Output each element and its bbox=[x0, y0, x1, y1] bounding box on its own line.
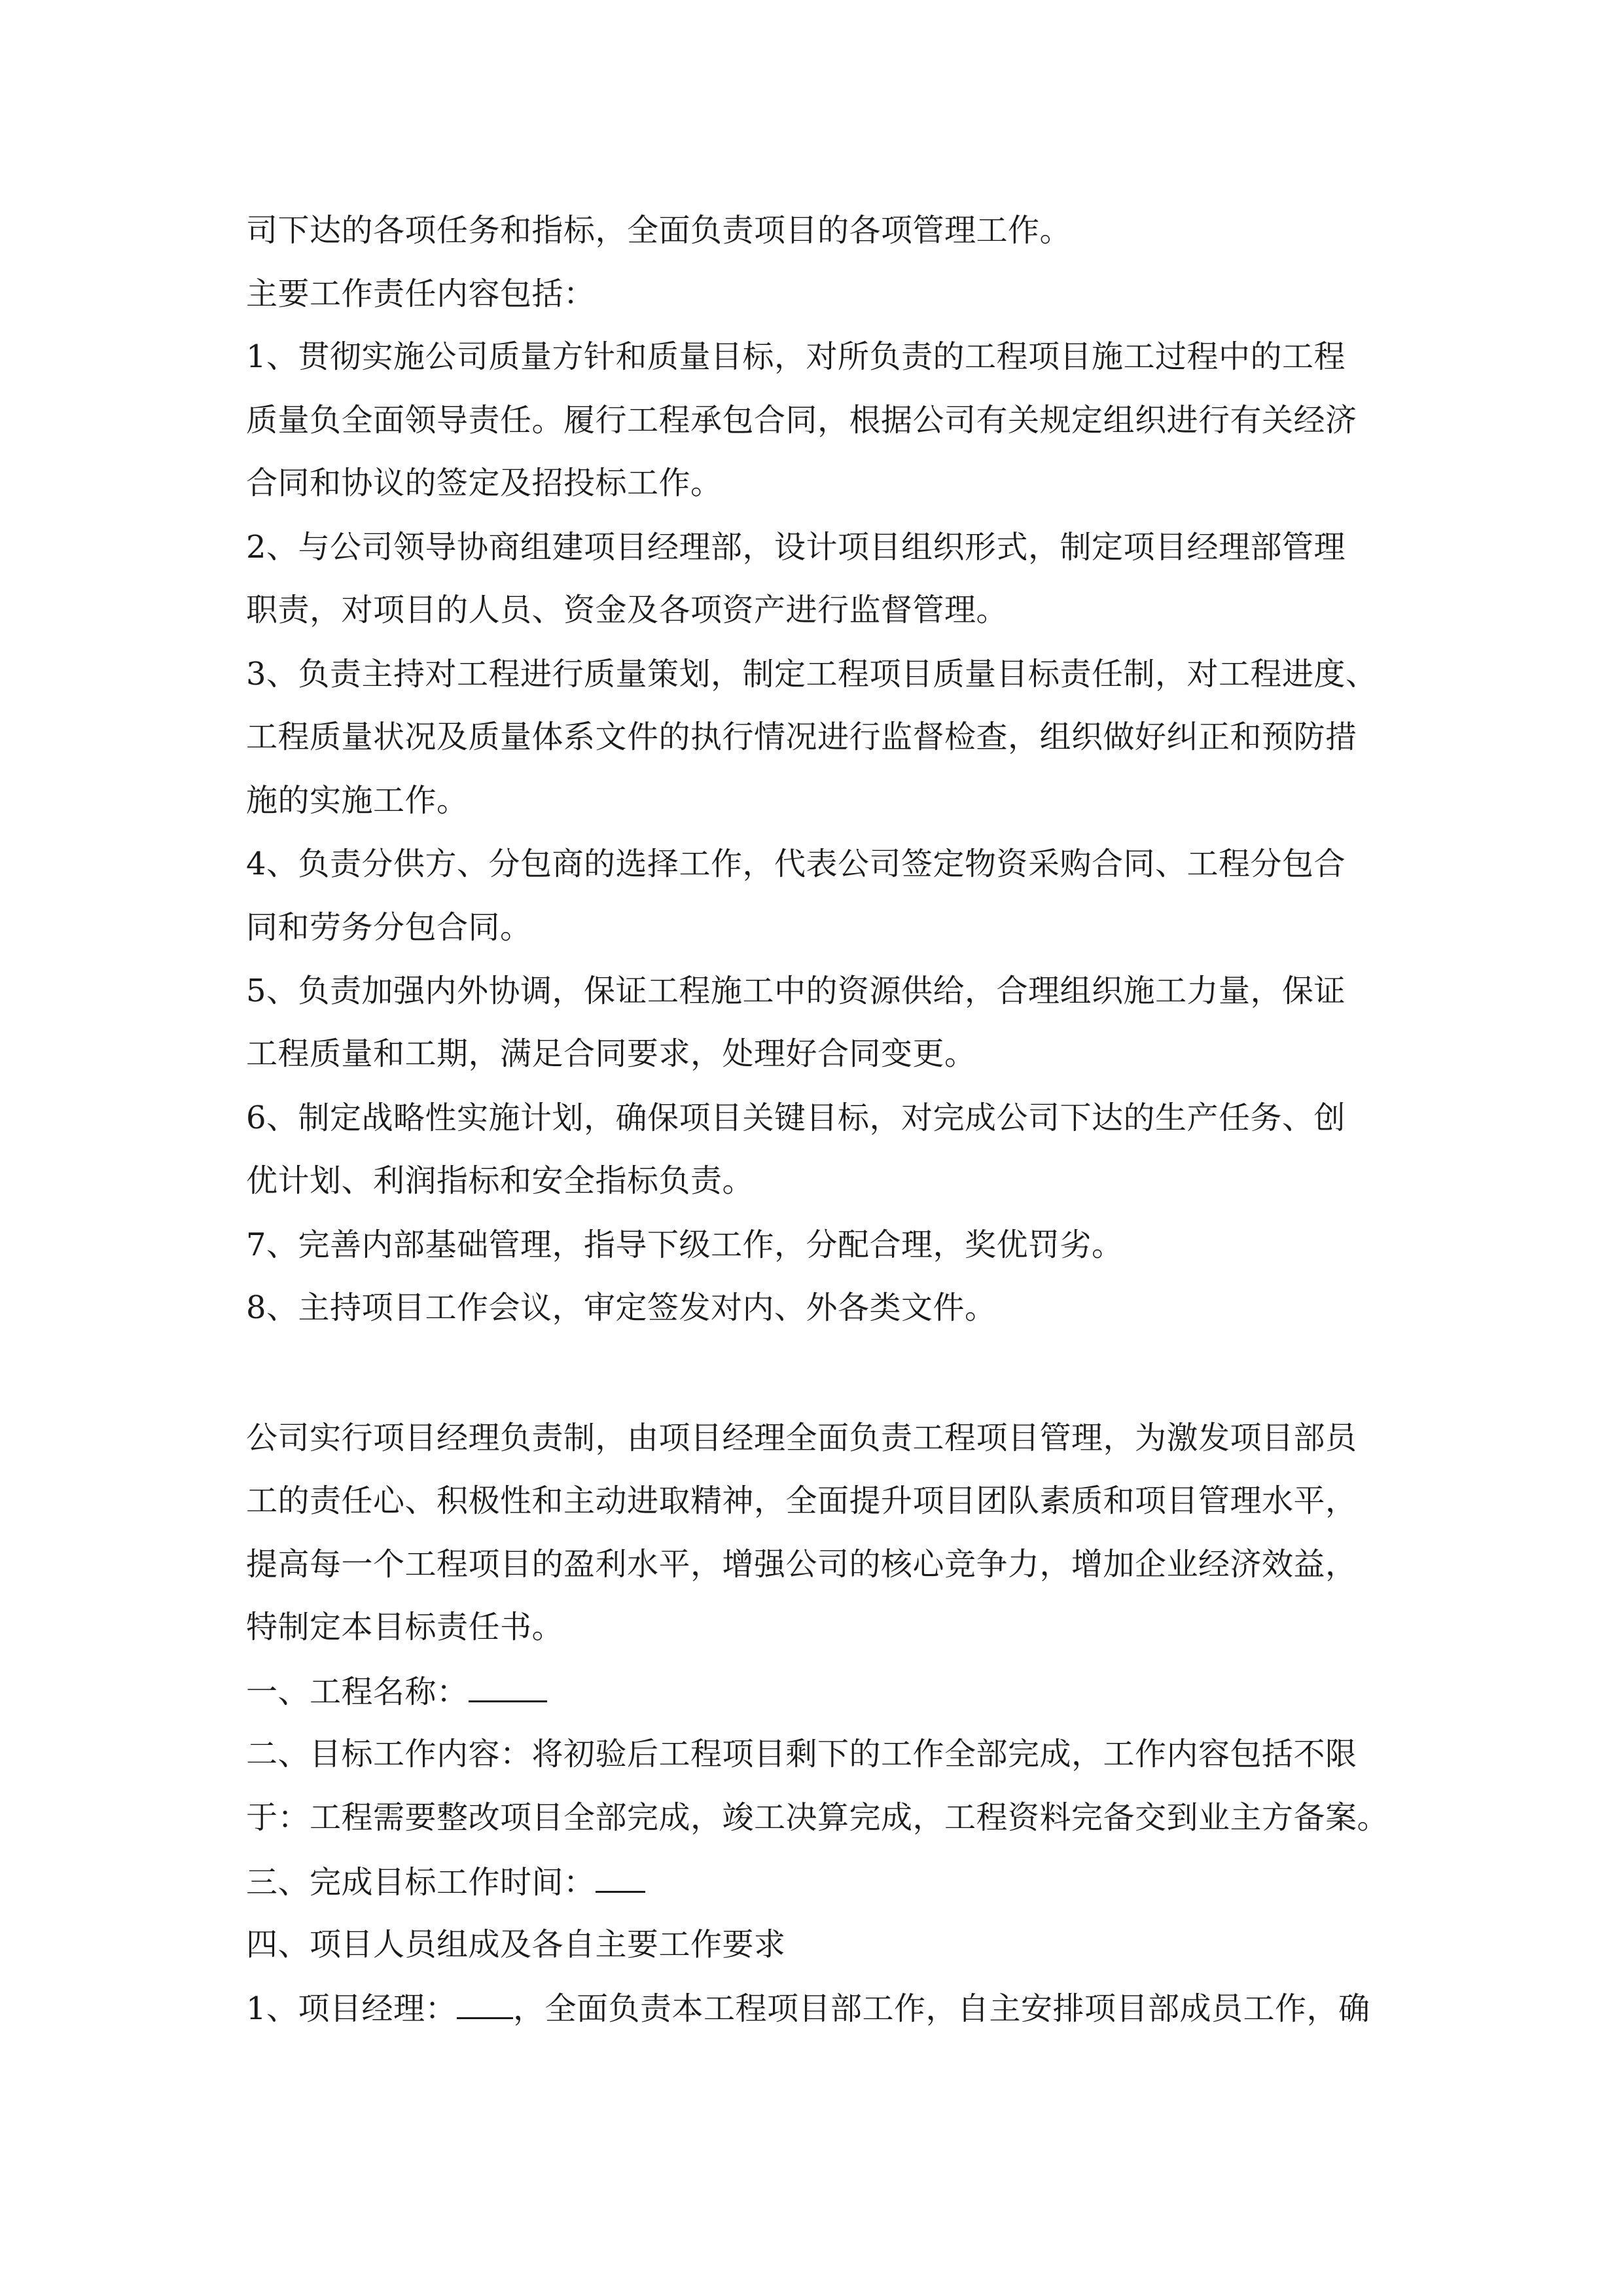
completion-time-label: 三、完成目标工作时间： bbox=[246, 1864, 596, 1901]
project-manager-label: 1、项目经理： bbox=[246, 1990, 457, 2027]
project-manager-text: ，全面负责本工程项目部工作，自主安排项目部成员工作，确 bbox=[513, 1990, 1370, 2027]
intro-line-2: 工的责任心、积极性和主动进取精神，全面提升项目团队素质和项目管理水平， bbox=[246, 1482, 1357, 1519]
target-content-line-1: 二、目标工作内容：将初验后工程项目剩下的工作全部完成，工作内容包括不限 bbox=[246, 1736, 1357, 1772]
project-manager-blank bbox=[457, 1988, 513, 2019]
intro-line-4: 特制定本目标责任书。 bbox=[246, 1609, 564, 1645]
intro-line-1: 公司实行项目经理负责制，由项目经理全面负责工程项目管理，为激发项目部员 bbox=[246, 1420, 1357, 1456]
list-item-6-line-1: 6、制定战略性实施计划，确保项目关键目标，对完成公司下达的生产任务、创 bbox=[246, 1100, 1346, 1136]
list-item-3-line-3: 施的实施工作。 bbox=[246, 782, 469, 819]
list-item-4-line-2: 同和劳务分包合同。 bbox=[246, 909, 532, 946]
list-item-8: 8、主持项目工作会议，审定签发对内、外各类文件。 bbox=[246, 1289, 997, 1326]
list-item-4-line-1: 4、负责分供方、分包商的选择工作，代表公司签定物资采购合同、工程分包合 bbox=[246, 846, 1346, 882]
list-item-7: 7、完善内部基础管理，指导下级工作，分配合理，奖优罚劣。 bbox=[246, 1227, 1124, 1263]
list-item-5-line-1: 5、负责加强内外协调，保证工程施工中的资源供给，合理组织施工力量，保证 bbox=[246, 973, 1346, 1009]
completion-time-blank bbox=[596, 1862, 645, 1893]
list-item-1-line-3: 合同和协议的签定及招投标工作。 bbox=[246, 465, 722, 501]
intro-line-3: 提高每一个工程项目的盈利水平，增强公司的核心竞争力，增加企业经济效益， bbox=[246, 1546, 1357, 1583]
list-item-1-line-1: 1、贯彻实施公司质量方针和质量目标，对所负责的工程项目施工过程中的工程 bbox=[246, 338, 1346, 375]
list-item-1-line-2: 质量负全面领导责任。履行工程承包合同，根据公司有关规定组织进行有关经济 bbox=[246, 402, 1357, 439]
project-manager-row bbox=[246, 1988, 1370, 2028]
project-name-row bbox=[246, 1672, 547, 1712]
personnel-heading: 四、项目人员组成及各自主要工作要求 bbox=[246, 1926, 786, 1963]
list-item-5-line-2: 工程质量和工期，满足合同要求，处理好合同变更。 bbox=[246, 1035, 976, 1072]
target-content-line-2: 于：工程需要整改项目全部完成，竣工决算完成，工程资料完备交到业主方备案。 bbox=[246, 1799, 1389, 1836]
list-item-3-line-1: 3、负责主持对工程进行质量策划，制定工程项目质量目标责任制，对工程进度、 bbox=[246, 656, 1378, 692]
completion-time-row bbox=[246, 1862, 645, 1902]
project-name-label: 一、工程名称： bbox=[246, 1674, 469, 1710]
list-item-2-line-1: 2、与公司领导协商组建项目经理部，设计项目组织形式，制定项目经理部管理 bbox=[246, 529, 1346, 565]
list-item-3-line-2: 工程质量状况及质量体系文件的执行情况进行监督检查，组织做好纠正和预防措 bbox=[246, 719, 1357, 755]
paragraph-line: 司下达的各项任务和指标，全面负责项目的各项管理工作。 bbox=[246, 212, 1072, 249]
list-item-2-line-2: 职责，对项目的人员、资金及各项资产进行监督管理。 bbox=[246, 592, 1008, 628]
section-heading: 主要工作责任内容包括： bbox=[246, 276, 596, 312]
list-item-6-line-2: 优计划、利润指标和安全指标负责。 bbox=[246, 1162, 755, 1199]
project-name-blank bbox=[469, 1672, 547, 1702]
